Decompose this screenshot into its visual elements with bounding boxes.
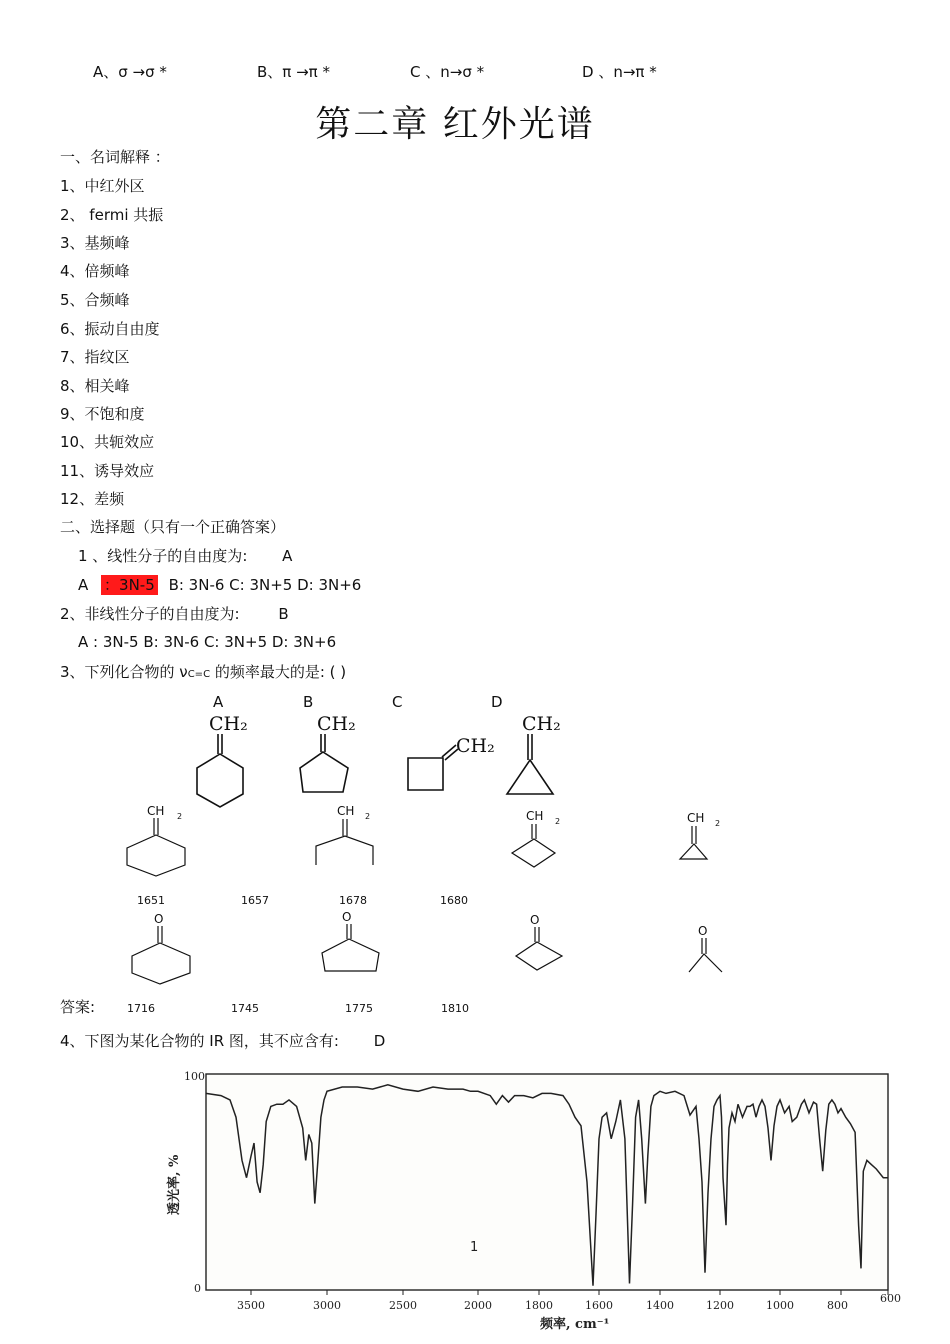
top-option-b: B、π →π * [257, 63, 330, 81]
section2-heading: 二、选择题（只有一个正确答案） [60, 518, 286, 536]
methylenecyclohexane-structure [185, 710, 265, 810]
ch2-small-sub: 2 [177, 812, 183, 821]
alkene-small-2 [308, 803, 388, 873]
q3-label-a: A [213, 693, 224, 711]
term-item-8: 8、相关峰 [60, 377, 130, 395]
top-option-a: A、σ →σ * [93, 63, 167, 81]
q1-options [78, 576, 361, 594]
q1-answer: A [282, 547, 293, 565]
alkene-freq-2: 1657 [241, 894, 269, 907]
x-tick-label-1200: 1200 [706, 1299, 734, 1312]
x-tick-label-1800: 1800 [525, 1299, 553, 1312]
ketone-freq-1: 1716 [127, 1002, 155, 1015]
alkene-freq-4: 1680 [440, 894, 468, 907]
y-axis-label: 透光率, % [167, 1154, 182, 1215]
x-tick-label-600: 600 [880, 1292, 901, 1305]
term-item-2: 2、 fermi 共振 [60, 206, 164, 224]
cyclohexanone-structure [126, 910, 201, 990]
q3-stem-sub: C=C [187, 669, 211, 680]
q1-option-a-label: A [78, 576, 89, 594]
cyclobutanone-structure [508, 908, 573, 978]
q1-stem [78, 547, 292, 565]
y-tick-100: 100 [184, 1070, 205, 1083]
q4-stem-text: 4、下图为某化合物的 IR 图，其不应含有: [60, 1032, 339, 1050]
oxygen-label: O [154, 912, 164, 926]
ch2-small-label: CH [337, 804, 355, 818]
q4-answer: D [373, 1032, 386, 1050]
q3-stem-post: 的频率最大的是: ( ) [210, 663, 347, 681]
methylenecyclobutane-structure [400, 725, 500, 800]
oxygen-label: O [342, 910, 352, 924]
x-tick-label-1600: 1600 [585, 1299, 613, 1312]
alkene-small-3 [503, 808, 573, 878]
ch2-small-sub: 2 [715, 819, 721, 828]
term-item-10: 10、共轭效应 [60, 433, 155, 451]
ch2-label: CH₂ [522, 713, 561, 735]
q1-option-a-highlight: ：3N-5 [101, 575, 158, 595]
alkene-freq-3: 1678 [339, 894, 367, 907]
ketone-freq-2: 1745 [231, 1002, 259, 1015]
oxygen-label: O [698, 924, 708, 938]
x-tick-label-3000: 3000 [313, 1299, 341, 1312]
y-tick-0: 0 [194, 1282, 201, 1295]
chapter-title: 第二章 红外光谱 [315, 104, 595, 145]
answer-label: 答案: [60, 998, 96, 1016]
ir-spectrum-chart [150, 1060, 900, 1340]
term-item-7: 7、指纹区 [60, 348, 130, 366]
x-tick-label-2500: 2500 [389, 1299, 417, 1312]
methylenecyclopropane-structure [500, 710, 570, 800]
q4-stem [60, 1032, 385, 1050]
x-tick-label-800: 800 [827, 1299, 848, 1312]
ch2-small-label: CH [687, 811, 705, 825]
q1-stem-text: 1 、线性分子的自由度为: [78, 547, 248, 565]
top-option-d: D 、n→π * [582, 63, 657, 81]
ch2-label: CH₂ [456, 735, 495, 757]
x-tick-label-3500: 3500 [237, 1299, 265, 1312]
alkene-small-4 [670, 810, 730, 870]
ketone-freq-3: 1775 [345, 1002, 373, 1015]
q2-stem-text: 2、非线性分子的自由度为: [60, 605, 240, 623]
plot-frame [206, 1074, 888, 1290]
alkene-small-1 [120, 803, 200, 883]
x-tick-label-1000: 1000 [766, 1299, 794, 1312]
acetone-structure [680, 922, 735, 982]
ketone-freq-4: 1810 [441, 1002, 469, 1015]
q3-label-d: D [491, 693, 503, 711]
q1-options-rest: B: 3N-6 C: 3N+5 D: 3N+6 [168, 576, 362, 594]
oxygen-label: O [530, 913, 540, 927]
term-item-3: 3、基频峰 [60, 234, 130, 252]
q3-stem [60, 663, 346, 684]
q2-stem [60, 605, 289, 623]
chart-annotation: 1 [470, 1240, 479, 1255]
q3-label-b: B [303, 693, 314, 711]
q3-label-c: C [392, 693, 403, 711]
cyclopentanone-structure [315, 905, 390, 980]
term-item-12: 12、差频 [60, 490, 125, 508]
term-item-9: 9、不饱和度 [60, 405, 145, 423]
ch2-label: CH₂ [209, 713, 248, 735]
ch2-small-sub: 2 [365, 812, 371, 821]
ch2-small-label: CH [147, 804, 165, 818]
methylenecyclopentane-structure [293, 710, 373, 800]
x-tick-label-1400: 1400 [646, 1299, 674, 1312]
term-item-1: 1、中红外区 [60, 177, 145, 195]
q2-answer: B [278, 605, 289, 623]
section1-heading: 一、名词解释 ： [60, 148, 170, 166]
x-tick-label-2000: 2000 [464, 1299, 492, 1312]
x-axis-label: 频率, cm⁻¹ [540, 1317, 610, 1332]
term-item-6: 6、振动自由度 [60, 320, 160, 338]
q2-options: A : 3N-5 B: 3N-6 C: 3N+5 D: 3N+6 [78, 633, 337, 651]
alkene-freq-1: 1651 [137, 894, 165, 907]
top-option-c: C 、n→σ * [410, 63, 485, 81]
q3-stem-pre: 3、下列化合物的 ν [60, 663, 188, 681]
ch2-label: CH₂ [317, 713, 356, 735]
ch2-small-label: CH [526, 809, 544, 823]
ch2-small-sub: 2 [555, 817, 561, 826]
term-item-11: 11、诱导效应 [60, 462, 155, 480]
term-item-4: 4、倍频峰 [60, 262, 130, 280]
term-item-5: 5、合频峰 [60, 291, 130, 309]
